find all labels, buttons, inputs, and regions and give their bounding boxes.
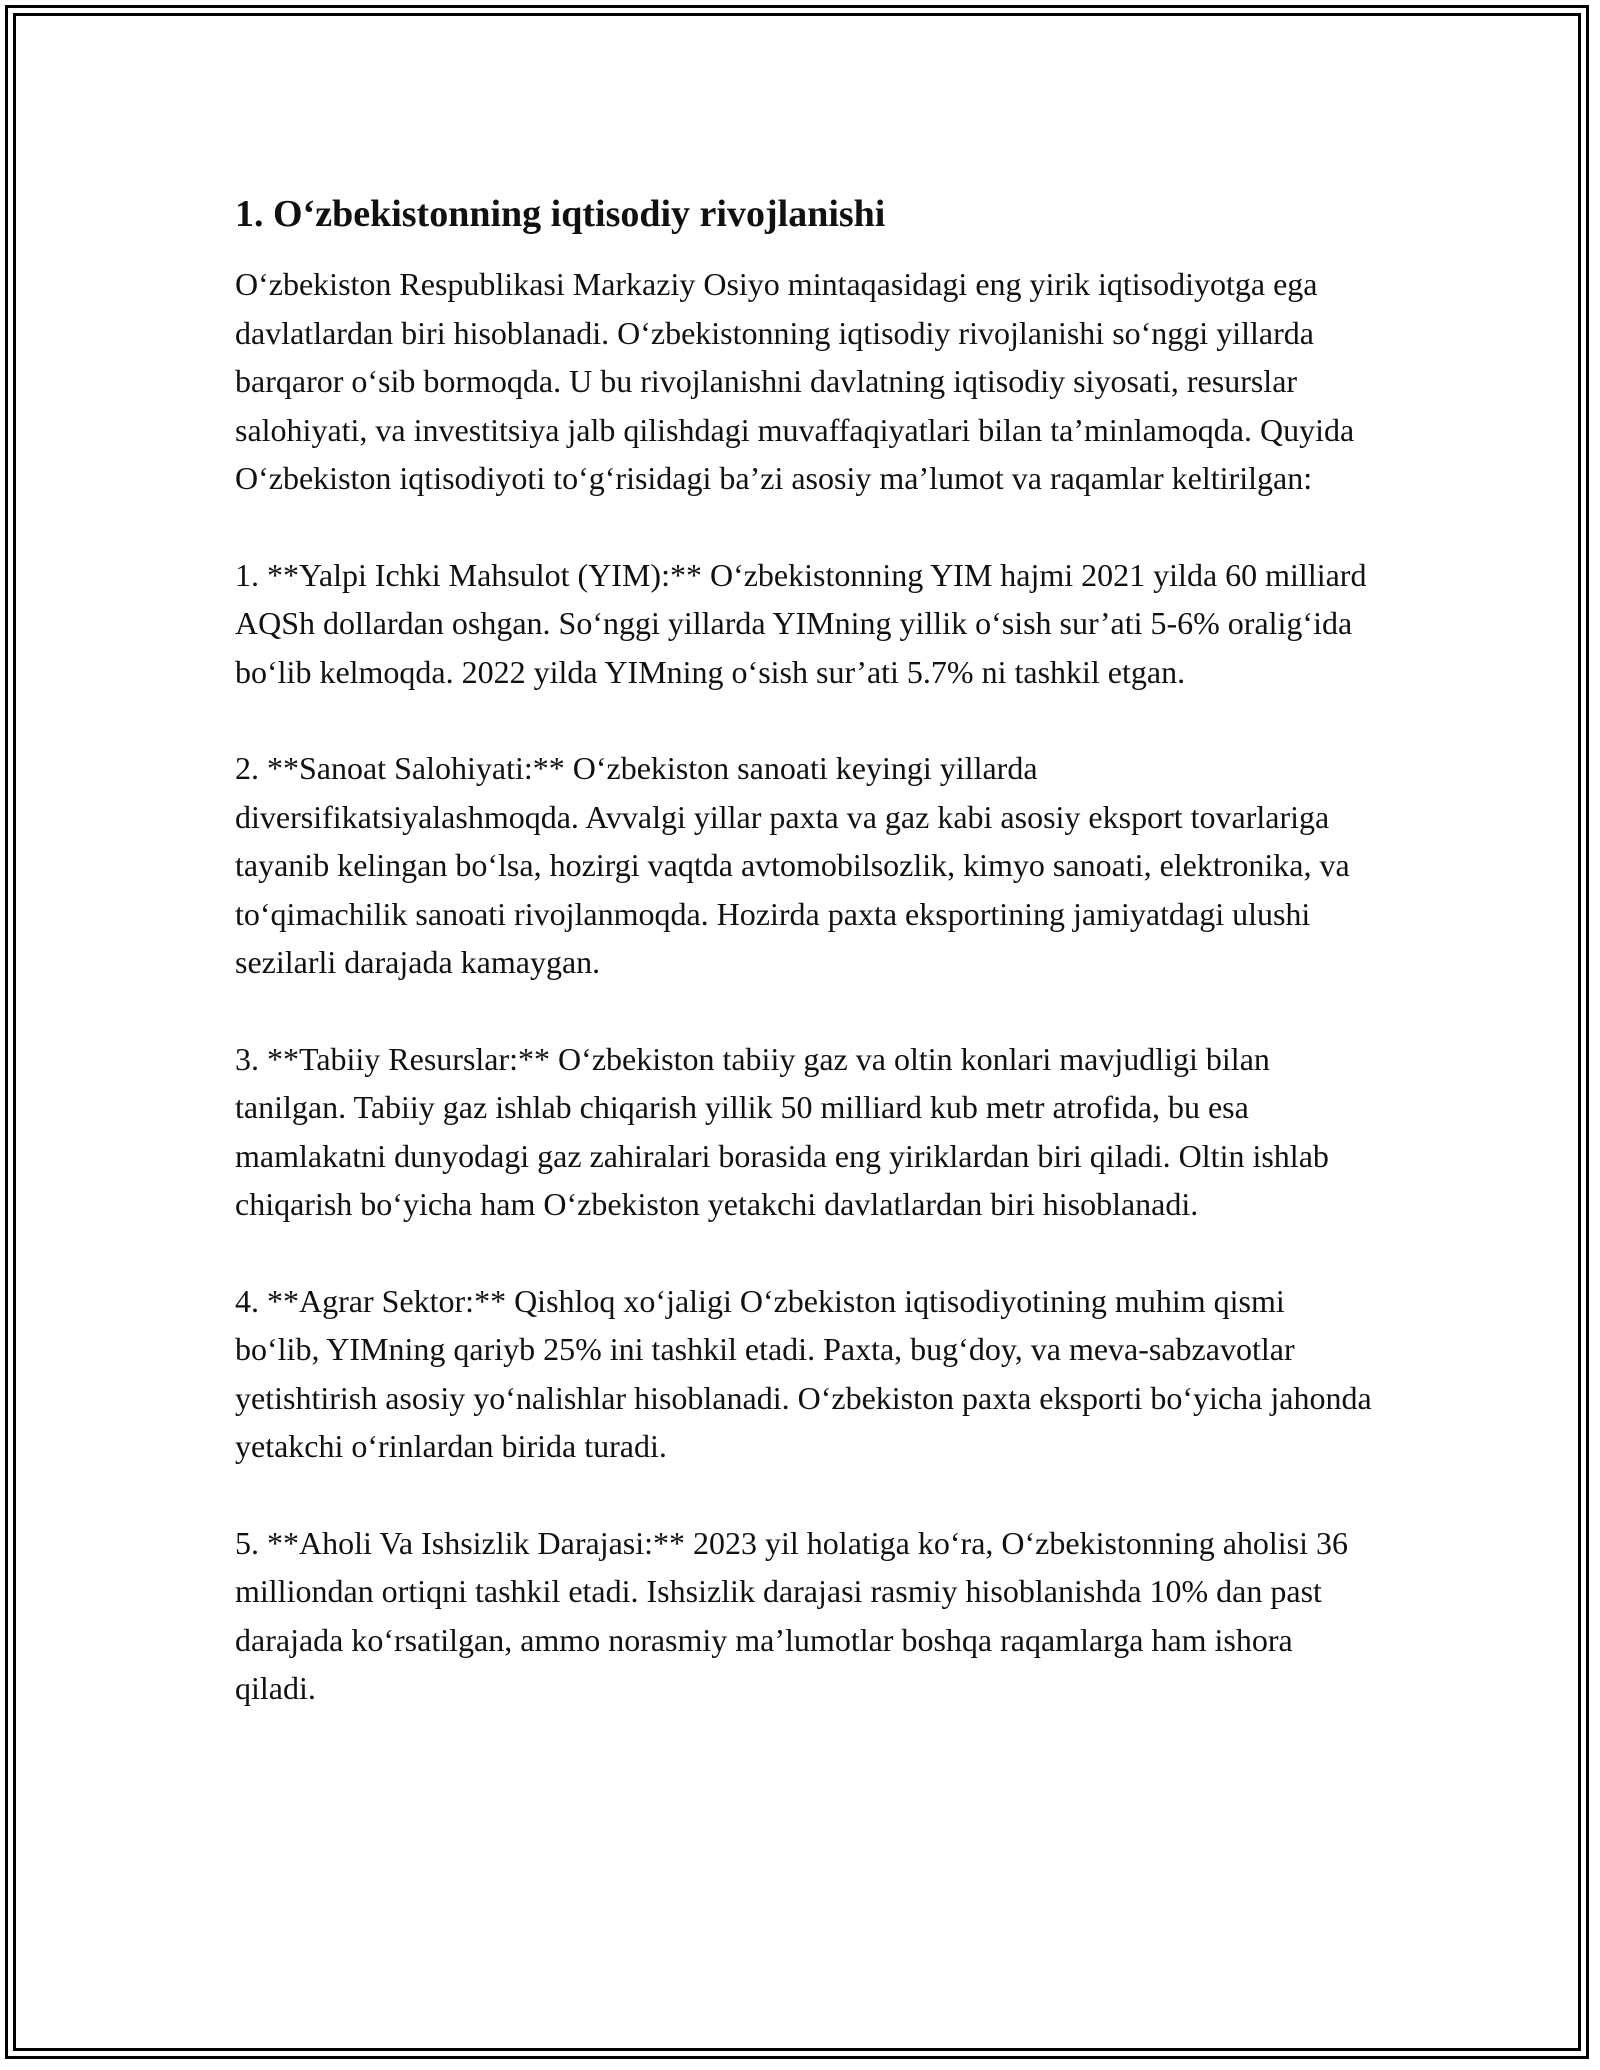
paragraph-gdp: 1. **Yalpi Ichki Mahsulot (YIM):** O‘zbekistonning YIM hajmi 2021 yilda 60 milliard AQSh dollardan oshgan. So‘nggi yillarda YIMning yillik o‘sish sur’ati 5-6% oralig‘ida bo‘lib kelmoqda. 2022 yilda YIMning o‘sish sur’ati 5.7% ni tashkil etgan. <box>235 556 1367 690</box>
document-body <box>235 186 1375 1761</box>
paragraph-agrarian-sector: 4. **Agrar Sektor:** Qishloq xo‘jaligi O‘zbekiston iqtisodiyotining muhim qismi bo‘lib, YIMning qariyb 25% ini tashkil etadi. Paxta, bug‘doy, va meva-sabzavotlar yetishtirish asosiy yo‘nalishlar hisoblanadi. O‘zbekiston paxta eksporti bo‘yicha jahonda yetakchi o‘rinlardan birida turadi. <box>235 1282 1372 1464</box>
intro-paragraph: O‘zbekiston Respublikasi Markaziy Osiyo mintaqasidagi eng yirik iqtisodiyotga ega davlatlardan biri hisoblanadi. O‘zbekistonning iqtisodiy rivojlanishi so‘nggi yillarda barqaror o‘sib bormoqda. U bu rivojlanishni davlatning iqtisodiy siyosati, resurslar salohiyati, va investitsiya jalb qilishdagi muvaffaqiyatlari bilan ta’minlamoqda. Quyida O‘zbekiston iqtisodiyoti to‘g‘risidagi ba’zi asosiy ma’lumot va raqamlar keltirilgan: <box>235 266 1355 496</box>
paragraph-population-unemployment: 5. **Aholi Va Ishsizlik Darajasi:** 2023 yil holatiga ko‘ra, O‘zbekistonning aholisi 36 milliondan ortiqni tashkil etadi. Ishsizlik darajasi rasmiy hisoblanishda 10% dan past darajada ko‘rsatilgan, ammo norasmiy ma’lumotlar boshqa raqamlarga ham ishora qiladi. <box>235 1524 1349 1706</box>
paragraph-industry: 2. **Sanoat Salohiyati:** O‘zbekiston sanoati keyingi yillarda diversifikatsiyalashmoqda. Avvalgi yillar paxta va gaz kabi asosiy eksport tovarlariga tayanib kelingan bo‘lsa, hozirgi vaqtda avtomobilsozlik, kimyo sanoati, elektronika, va to‘qimachilik sanoati rivojlanmoqda. Hozirda paxta eksportining jamiyatdagi ulushi sezilarli darajada kamaygan. <box>235 750 1350 980</box>
section-title: 1. O‘zbekistonning iqtisodiy rivojlanishi <box>235 193 886 235</box>
paragraph-natural-resources: 3. **Tabiiy Resurslar:** O‘zbekiston tabiiy gaz va oltin konlari mavjudligi bilan tanilgan. Tabiiy gaz ishlab chiqarish yillik 50 milliard kub metr atrofida, bu esa mamlakatni dunyodagi gaz zahiralari borasida eng yiriklardan biri qiladi. Oltin ishlab chiqarish bo‘yicha ham O‘zbekiston yetakchi davlatlardan biri hisoblanadi. <box>235 1040 1329 1222</box>
